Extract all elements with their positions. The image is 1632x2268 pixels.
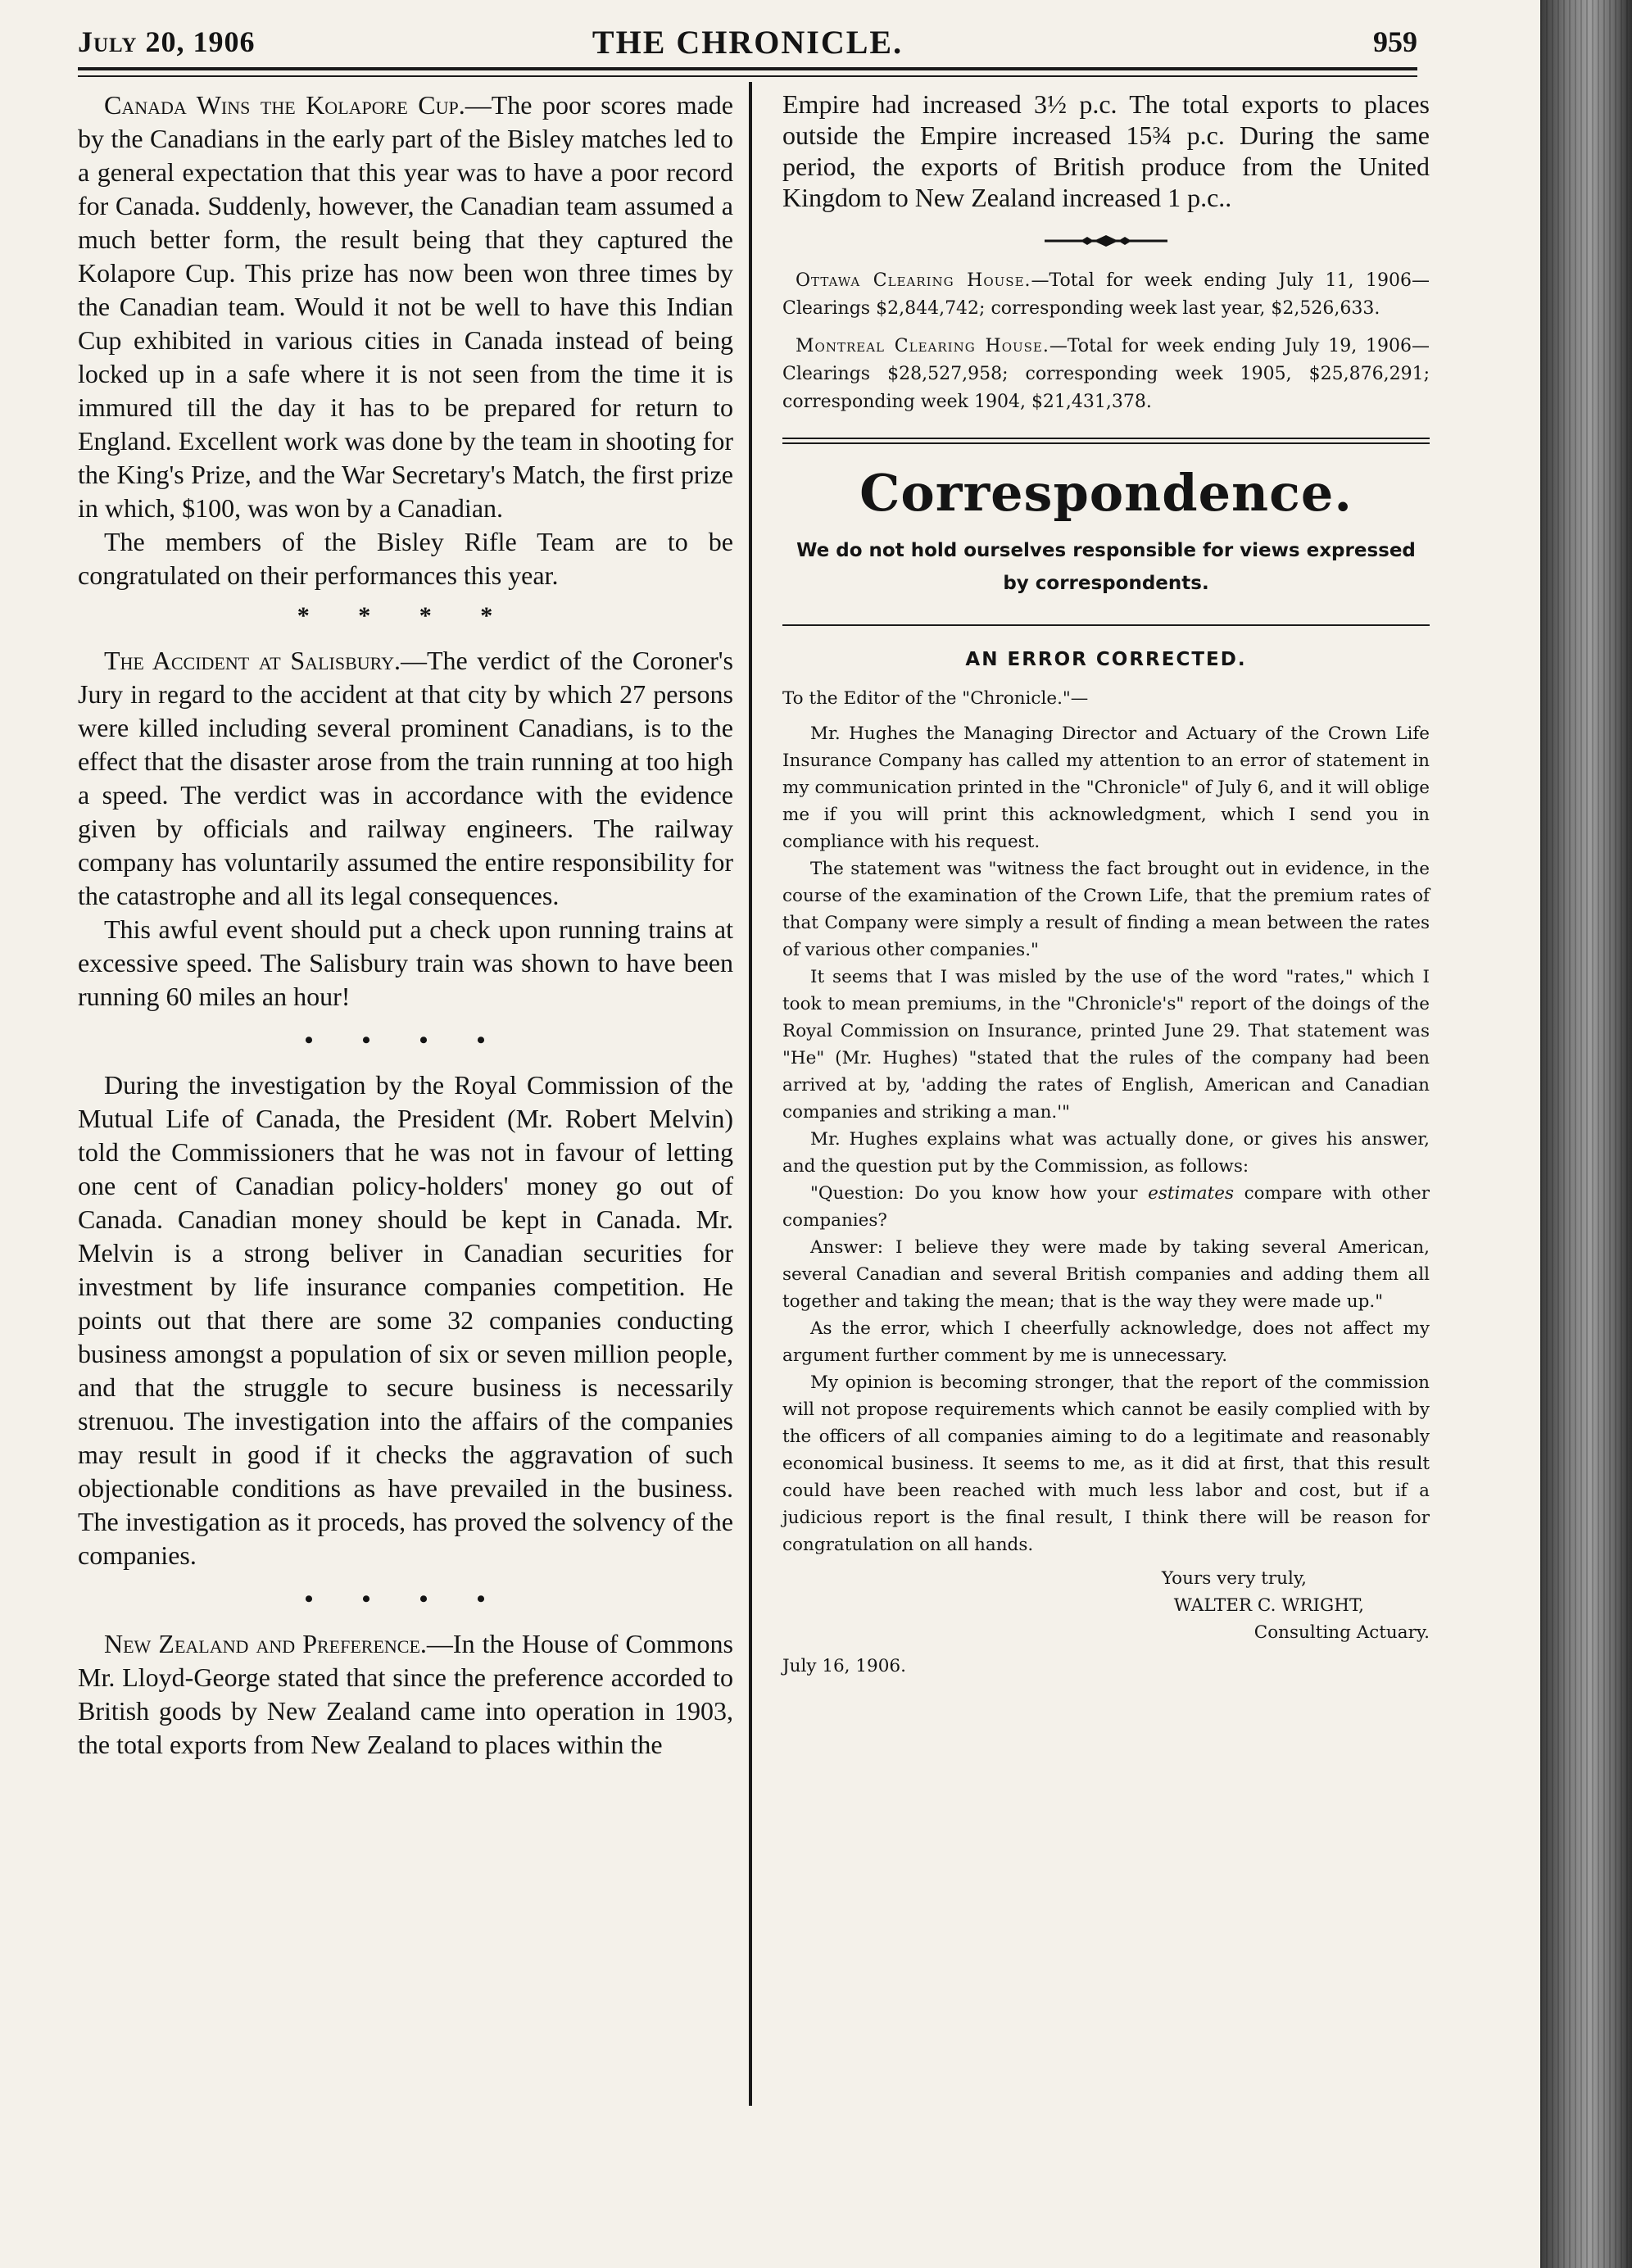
salisbury-paragraph-2: This awful event should put a check upon running trains at excessive speed. The Salisbury train was shown to have been running 60 miles an hour! bbox=[78, 914, 733, 1011]
ottawa-clearing-house bbox=[782, 267, 1430, 323]
correspondence-disclaimer: We do not hold ourselves responsible for views expressed by correspondents. bbox=[796, 540, 1416, 594]
header-rule-thin bbox=[78, 75, 1417, 77]
new-zealand-heading: New Zealand and Preference. bbox=[104, 1629, 427, 1658]
kolapore-text: —The poor scores made by the Canadians in the early part of the Bisley matches led to a general expectation that this year was to have a poor record for Canada. Suddenly, however, the Canadian team assumed a much better form, the result being that they captured the Kolapore Cup. This prize has now been won three times by the Canadian team. Would it not be well to have this Indian Cup exhibited in various cities in Canada instead of being locked up in a safe where it is not seen from the time it is immured till the day it has to be prepared for return to England. Excellent work was done by the team in shooting for the King's Prize, and the War Secretary's Match, the first prize in which, $100, was won by a Canadian. bbox=[78, 90, 733, 523]
new-zealand-text: —In the House of Commons Mr. Lloyd-George stated that since the preference accorded to British goods by New Zealand came into operation in 1903, the total exports from New Zealand to places within the bbox=[78, 1629, 733, 1759]
letter-closing: Yours very truly, bbox=[1161, 1568, 1307, 1589]
letter-signature-title: Consulting Actuary. bbox=[1253, 1622, 1430, 1643]
single-rule bbox=[782, 624, 1430, 626]
letter-paragraph-3: It seems that I was misled by the use of the word "rates," which I took to mean premiums, in the "Chronicle's" report of the doings of the Royal Commission on Insurance, printed June 29. That statement was "He" (Mr. Hughes) "stated that the rules of the company had been arrived at by, 'adding the rates of English, American and Canadian companies and striking a man.'" bbox=[782, 967, 1430, 1123]
left-column bbox=[78, 88, 733, 1762]
new-zealand-paragraph bbox=[78, 1627, 733, 1762]
page-header bbox=[78, 21, 1417, 67]
kolapore-paragraph bbox=[78, 88, 733, 525]
letter-paragraph-2: The statement was "witness the fact brought out in evidence, in the course of the examination of the Crown Life, that the premium rates of that Company were simply a result of finding a mean between the rates of various other companies." bbox=[782, 859, 1430, 960]
ottawa-text: —Total for week ending July 11, 1906—Clearings $2,844,742; corresponding week last year, $2,526,633. bbox=[782, 270, 1430, 319]
mutual-life-paragraph: During the investigation by the Royal Commission of the Mutual Life of Canada, the President (Mr. Robert Melvin) told the Commissioners that he was not in favour of letting one cent of Canadian policy-holders' money go out of Canada. Canadian money should be kept in Canada. Mr. Melvin is a strong beliver in Canadian securities for investment by life insurance companies competition. He points out that there are some 32 companies conducting business amongst a population of six or seven million people, and that the struggle to secure business is necessarily strenuou. The investigation into the affairs of the companies may result in good if it checks the aggravation of such objectionable conditions as have prevailed in the business. The investigation as it proceds, has proved the solvency of the companies. bbox=[78, 1070, 733, 1570]
ornament-divider-icon bbox=[1045, 234, 1167, 247]
letter-paragraph-4: Mr. Hughes explains what was actually done, or gives his answer, and the question put by the Commission, as follows: bbox=[782, 1129, 1430, 1177]
double-rule bbox=[782, 438, 1430, 446]
header-date: July 20, 1906 bbox=[78, 25, 256, 58]
question-text-b: compare with other companies? bbox=[782, 1183, 1430, 1231]
page-edges bbox=[1540, 0, 1632, 2268]
salisbury-text: —The verdict of the Coroner's Jury in regard to the accident at that city by which 27 persons were killed including several prominent Canadians, is to the effect that the disaster arose from the train running at too high a speed. The verdict was in accordance with the evidence given by officials and railway engineers. The railway company has voluntarily assumed the entire responsibility for the catastrophe and all its legal consequences. bbox=[78, 646, 734, 910]
header-title: THE CHRONICLE. bbox=[592, 24, 904, 61]
salisbury-heading: The Accident at Salisbury. bbox=[104, 646, 401, 675]
letter-salutation: To the Editor of the "Chronicle."— bbox=[782, 688, 1089, 709]
kolapore-heading: Canada Wins the Kolapore Cup. bbox=[104, 90, 465, 120]
letter-date: July 16, 1906. bbox=[782, 1656, 906, 1676]
new-zealand-continuation: Empire had increased 3½ p.c. The total exports to places outside the Empire increased 15¾ p.c. During the same period, the exports of British produce from the United Kingdom to New Zealand increased 1 p.c.. bbox=[782, 89, 1430, 212]
ottawa-heading: Ottawa Clearing House. bbox=[796, 270, 1031, 291]
kolapore-paragraph-2: The members of the Bisley Rifle Team are to be congratulated on their performances this year. bbox=[78, 527, 733, 590]
question-italic: estimates bbox=[1148, 1183, 1234, 1204]
montreal-heading: Montreal Clearing House. bbox=[796, 336, 1049, 356]
montreal-clearing-house bbox=[782, 333, 1430, 416]
letter-paragraph-8: My opinion is becoming stronger, that the report of the commission will not propose requirements which cannot be easily complied with by the officers of all companies aiming to do a legitimate and reasonably economical business. It seems to me, as it did at first, that this result could have been reached with much less labor and cost, but if a judicious report is the final result, I think there will be reason for congratulation on all hands. bbox=[782, 1372, 1430, 1555]
letter-signature: WALTER C. WRIGHT, bbox=[1173, 1595, 1364, 1616]
salisbury-paragraph bbox=[78, 644, 733, 913]
section-separator-dots-2: • • • • bbox=[304, 1585, 507, 1613]
correspondence-title: Correspondence. bbox=[859, 463, 1353, 523]
letter-answer: Answer: I believe they were made by taking several American, several Canadian and several British companies and adding them all together and taking the mean; that is the way they were made up." bbox=[782, 1237, 1430, 1312]
section-separator-stars: * * * * bbox=[297, 602, 515, 629]
header-rule-thick bbox=[78, 67, 1417, 70]
header-page-number: 959 bbox=[1373, 25, 1417, 58]
question-text-a: "Question: Do you know how your bbox=[810, 1183, 1149, 1204]
letter-title: AN ERROR CORRECTED. bbox=[965, 649, 1247, 670]
letter-paragraph-7: As the error, which I cheerfully acknowledge, does not affect my argument further comment by me is unnecessary. bbox=[782, 1318, 1430, 1366]
section-separator-dots: • • • • bbox=[304, 1027, 507, 1054]
column-divider bbox=[749, 82, 752, 2106]
letter-body bbox=[782, 685, 1430, 1680]
letter-question bbox=[782, 1180, 1430, 1234]
letter-paragraph-1: Mr. Hughes the Managing Director and Actuary of the Crown Life Insurance Company has called my attention to an error of statement in my communication printed in the "Chronicle" of July 6, and it will oblige me if you will print this acknowledgment, which I send you in compliance with his request. bbox=[782, 723, 1430, 852]
right-column bbox=[782, 88, 1430, 1680]
montreal-text: —Total for week ending July 19, 1906—Clearings $28,527,958; corresponding week 1905, $25,876,291; corresponding week 1904, $21,431,378. bbox=[782, 336, 1430, 412]
